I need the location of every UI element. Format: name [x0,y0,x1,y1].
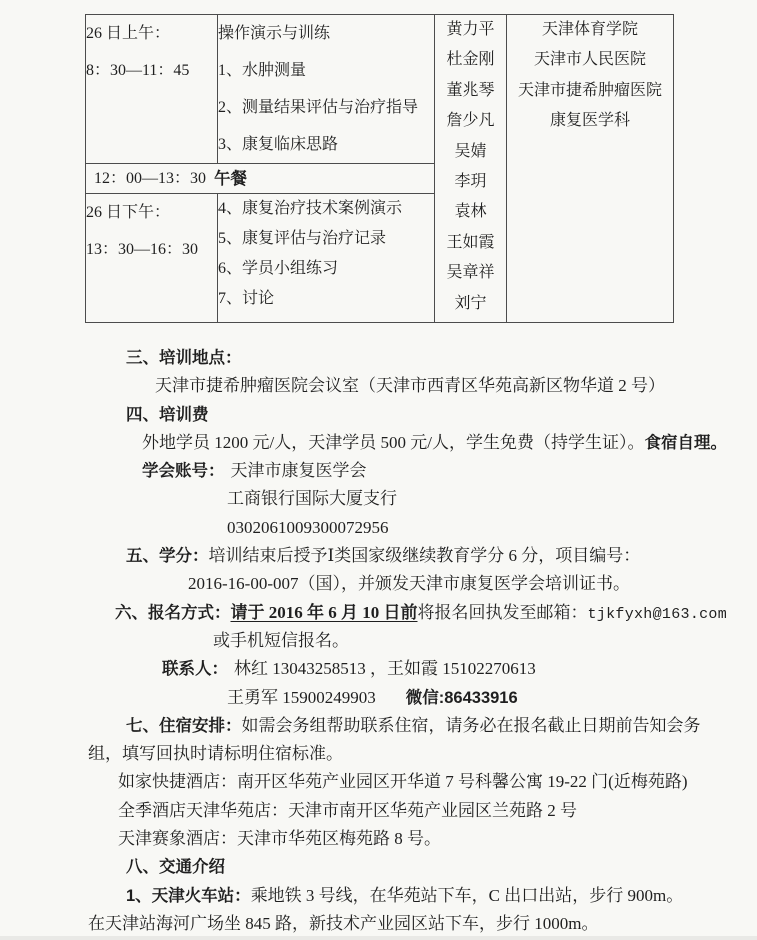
presenter-name: 黄力平 [446,21,495,38]
session-item: 5、康复评估与治疗记录 [218,230,387,247]
credit-title: 五、学分： [126,547,209,566]
institution-list [507,15,674,323]
institution-name: 天津市捷希肿瘤医院 [517,81,662,99]
presenter-name: 袁林 [454,203,487,221]
account-line [0,457,757,485]
contact-line2: 王勇军 15900249903 微信:86433916 [227,687,518,707]
section-lodging-line2: 组，填写回执时请标明住宿标准。 [88,744,343,764]
fee-bold-note: 食宿自理。 [644,433,727,452]
hotel-line: 全季酒店天津华苑店：天津市南开区华苑产业园区兰苑路 2 号 [118,800,577,820]
institution-name: 天津体育学院 [541,21,638,38]
lunch-row [86,164,435,194]
lodging-title: 七、住宿安排： [126,716,242,735]
section-location-title: 三、培训地点： [126,349,242,367]
schedule-table [85,14,674,323]
contact-line1: 联系人： 林红 13043258513 ，王如霞 15102270613 [162,659,536,679]
account-number-line: 0302061009300072956 [227,517,389,537]
section-signup-line1: 六、报名方式：请于 2016 年 6 月 10 日前将报名回执发至邮箱：tjkfyxh@163.com [115,602,728,623]
traffic-line1: 1、天津火车站：乘地铁 3 号线，在华苑站下车，C 出口出站，步行 900m。 [126,885,684,905]
lunch-time: 12：00—13：30 [94,170,207,187]
afternoon-time-cell [86,194,218,323]
morning-content-cell [218,15,435,164]
document-body [0,344,757,938]
contact-label: 联系人： [162,660,228,679]
presenter-name: 詹少凡 [446,112,495,130]
section-fee-title: 四、培训费 [126,405,209,424]
afternoon-time: 13：30—16：30 [86,241,199,258]
presenter-name: 董兆琴 [446,81,495,99]
session-item: 2、测量结果评估与治疗指导 [218,99,419,116]
section-traffic-title: 八、交通介绍 [126,858,225,877]
section-lodging-line1: 七、住宿安排：如需会务组帮助联系住宿，请务必在报名截止日期前告知会务 [126,715,701,735]
presenter-name: 刘宁 [454,294,487,312]
presenter-name: 王如霞 [446,233,495,251]
session-item: 操作演示与训练 [218,25,331,42]
account-label: 学会账号： [142,462,225,481]
section-credit-line2: 2016-16-00-007（国），并颁发天津市康复医学会培训证书。 [188,574,630,594]
contact-wechat: 微信:86433916 [405,688,518,707]
traffic-line2: 在天津站海河广场坐 845 路，新技术产业园区站下车，步行 1000m。 [88,913,599,933]
institution-name: 康复医学科 [549,112,630,130]
presenter-name: 杜金刚 [446,51,495,69]
session-item: 3、康复临床思路 [218,136,339,153]
section-credit-line1: 五、学分：培训结束后授予Ⅰ类国家级继续教育学分 6 分，项目编号： [126,546,641,566]
account-name: 天津市康复医学会 [230,461,367,481]
afternoon-date: 26 日下午： [86,204,171,221]
presenter-name: 吴婧 [454,142,487,160]
section-signup-line2: 或手机短信报名。 [213,630,349,650]
morning-date: 26 日上午： [86,25,171,42]
afternoon-content-cell [218,194,435,323]
presenter-list [435,15,507,323]
session-item: 4、康复治疗技术案例演示 [218,200,403,217]
account-bank-line: 工商银行国际大厦支行 [227,489,397,509]
session-item: 6、学员小组练习 [218,260,339,277]
presenter-name: 李玥 [454,173,487,191]
traffic-item-label: 1、天津火车站： [126,886,251,905]
morning-time: 8：30—11：45 [86,62,190,79]
presenter-name: 吴章祥 [446,264,495,282]
session-item: 1、水肿测量 [218,62,307,79]
hotel-line: 天津赛象酒店：天津市华苑区梅苑路 8 号。 [118,829,441,849]
institution-name: 天津市人民医院 [533,51,646,69]
section-fee-body: 外地学员 1200 元/人，天津学员 500 元/人，学生免费（持学生证）。食宿自理。 [142,432,727,452]
signup-email: tjkfyxh@163.com [587,605,728,623]
morning-time-cell [86,15,218,164]
signup-deadline: 请于 2016 年 6 月 10 日前 [230,602,418,622]
lunch-label: 午餐 [214,170,247,188]
signup-title: 六、报名方式： [115,603,231,622]
hotel-line: 如家快捷酒店：南开区华苑产业园区开华道 7 号科馨公寓 19-22 门(近梅苑路) [118,772,688,792]
session-item: 7、讨论 [218,290,275,307]
section-location-body: 天津市捷希肿瘤医院会议室（天津市西青区华苑高新区物华道 2 号） [155,376,665,396]
